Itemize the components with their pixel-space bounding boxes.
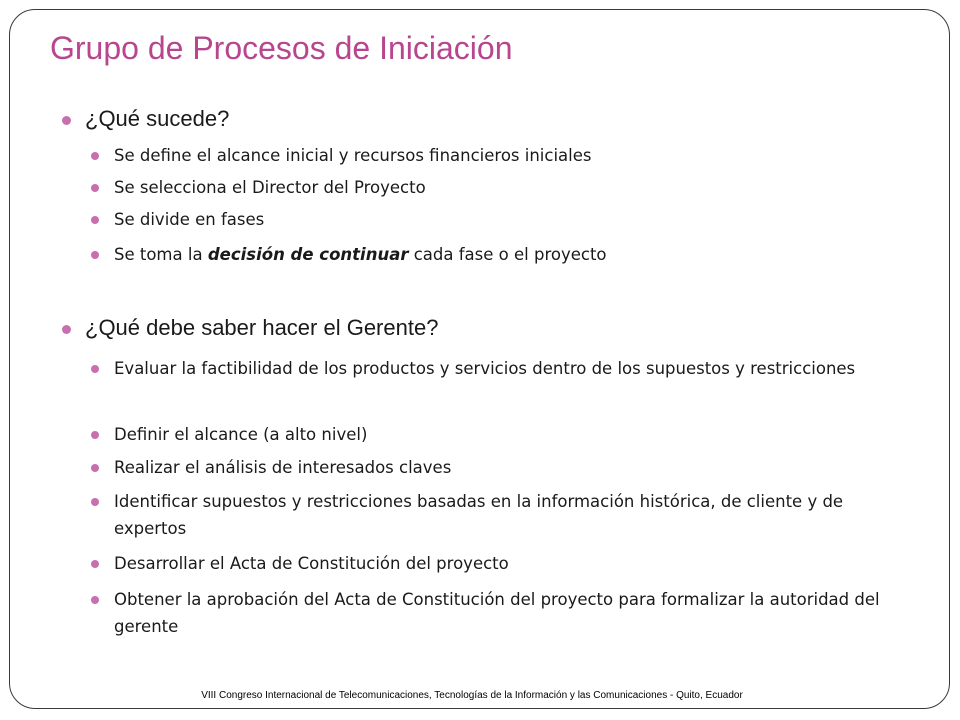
bullet-icon xyxy=(91,152,99,160)
bullet-icon xyxy=(91,184,99,192)
bullet-icon xyxy=(91,431,99,439)
list-item: Desarrollar el Acta de Constitución del proyecto xyxy=(114,554,509,573)
list-item: Se divide en fases xyxy=(114,210,265,229)
bullet-icon xyxy=(91,560,99,568)
list-item: Se selecciona el Director del Proyecto xyxy=(114,178,426,197)
list-item: Identificar supuestos y restricciones basadas en la información histórica, de cliente y de expertos xyxy=(114,492,844,538)
list-item: Obtener la aprobación del Acta de Constitución del proyecto para formalizar la autoridad del gerente xyxy=(114,590,880,636)
bullet-icon xyxy=(91,596,99,604)
bullet-icon xyxy=(91,464,99,472)
bullet-icon xyxy=(62,116,71,125)
slide-title: Grupo de Procesos de Iniciación xyxy=(50,30,513,66)
list-item: Definir el alcance (a alto nivel) xyxy=(114,425,368,444)
slide-footer: VIII Congreso Internacional de Telecomunicaciones, Tecnologías de la Información y las Comunicaciones - Quito, Ecuador xyxy=(201,690,743,701)
section-heading: ¿Qué sucede? xyxy=(85,106,230,131)
list-item: Realizar el análisis de interesados claves xyxy=(114,458,452,477)
bullet-icon xyxy=(91,251,99,259)
list-item: Se define el alcance inicial y recursos financieros iniciales xyxy=(114,146,592,165)
bullet-icon xyxy=(91,498,99,506)
text-segment: cada fase o el proyecto xyxy=(408,245,607,264)
section-heading: ¿Qué debe saber hacer el Gerente? xyxy=(85,315,439,340)
bullet-icon xyxy=(62,325,71,334)
list-item-emphasis xyxy=(114,241,894,268)
bullet-icon xyxy=(91,216,99,224)
list-item: Evaluar la factibilidad de los productos y servicios dentro de los supuestos y restricciones xyxy=(114,359,856,378)
text-segment: Se toma la xyxy=(114,245,208,264)
bullet-icon xyxy=(91,365,99,373)
emphasized-text: decisión de continuar xyxy=(207,245,409,264)
